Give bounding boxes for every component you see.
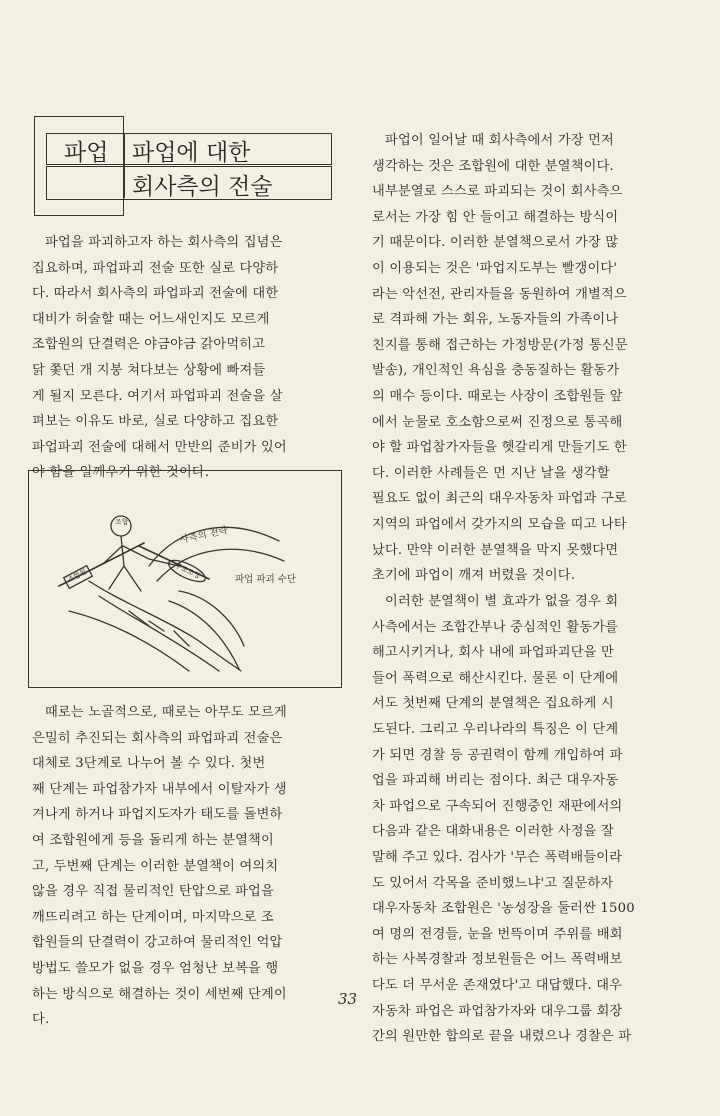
text-line: 째 단계는 파업참가자 내부에서 이탈자가 생 — [32, 781, 287, 797]
illustration-label-top: 사측의 전략 — [178, 525, 229, 546]
text-line: 말해 주고 있다. 검사가 '무슨 폭력배들이라 — [372, 849, 623, 865]
text-line: 사측에서는 조합간부나 중심적인 활동가를 — [372, 619, 619, 635]
text-line: 이러한 분열책이 별 효과가 없을 경우 회 — [385, 594, 619, 609]
text-line: 해고시키거나, 회사 내에 파업파괴단을 만 — [372, 645, 614, 661]
text-line: 합원들의 단결력이 강고하여 물리적인 억압 — [32, 935, 283, 951]
text-line: 은밀히 추진되는 회사측의 파업파괴 전술은 — [32, 730, 283, 746]
text-line: 친지를 통해 접근하는 가정방문(가정 통신문 — [372, 337, 628, 353]
text-line: 대체로 3단계로 나누어 볼 수 있다. 첫번 — [32, 756, 266, 772]
text-line: 로서는 가장 힘 안 들이고 해결하는 방식이 — [372, 209, 619, 225]
text-line: 깨뜨리려고 하는 단계이며, 마지막으로 조 — [32, 909, 274, 925]
text-line: 펴보는 이유도 바로, 실로 다양하고 집요한 — [32, 414, 279, 430]
text-line: 여 조합원에게 등을 돌리게 하는 분열책이 — [32, 832, 274, 848]
text-line: 닭 쫓던 개 지붕 쳐다보는 상황에 빠져들 — [32, 362, 266, 378]
text-line: 파업파괴 전술에 대해서 만반의 준비가 있어 — [32, 439, 287, 455]
text-line: 지역의 파업에서 갖가지의 모습을 띠고 나타 — [372, 516, 627, 532]
title-line2: 회사측의 전술 — [132, 174, 273, 200]
text-line: 대비가 허술할 때는 어느새인지도 모르게 — [32, 311, 270, 327]
text-line: 다음과 같은 대화내용은 이러한 사정을 잘 — [372, 824, 614, 840]
text-line: 간의 원만한 합의로 끝을 내렸으나 경찰은 파 — [372, 1029, 632, 1045]
title-tag: 파업 — [64, 140, 109, 166]
text-line: 내부분열로 스스로 파괴되는 것이 회사측으 — [372, 184, 623, 200]
title-line1: 파업에 대한 — [132, 140, 251, 166]
figure-head-label: 조합 — [115, 518, 129, 526]
text-line: 게 될지 모른다. 여기서 파업파괴 전술을 살 — [32, 388, 283, 404]
right-paragraph-1 — [372, 128, 684, 589]
text-line: 파업을 파괴하고자 하는 회사측의 집념은 — [45, 235, 283, 250]
text-line: 않을 경우 직접 물리적인 탄압으로 파업을 — [32, 884, 274, 900]
figure-arm-left — [89, 546, 122, 571]
text-line: 서도 첫번째 단계의 분열책은 집요하게 시 — [372, 696, 614, 712]
text-line: 생각하는 것은 조합원에 대한 분열책이다. — [372, 158, 614, 174]
text-line: 초기에 파업이 깨져 버렸을 것이다. — [372, 568, 576, 584]
text-line: 여 명의 전경들, 눈을 번뜩이며 주위를 배회 — [372, 926, 623, 942]
text-line: 이 이용되는 것은 '파업지도부는 빨갱이다' — [372, 260, 618, 276]
text-line: 발송), 개인적인 욕심을 충동질하는 활동가 — [372, 363, 620, 379]
text-line: 방법도 쓸모가 없을 경우 엄청난 보복을 행 — [32, 960, 279, 976]
figure-body — [109, 536, 124, 589]
text-line: 다도 더 무서운 존재였다'고 대답했다. 대우 — [372, 977, 623, 993]
text-line: 대우자동차 조합원은 '농성장을 둘러싼 1500 — [372, 901, 635, 917]
text-line: 조합원의 단결력은 야금야금 갉아먹히고 — [32, 337, 266, 353]
text-line: 라는 악선전, 관리자들을 동원하여 개별적으 — [372, 286, 627, 302]
illustration-label-right: 파업 파괴 수단 — [235, 574, 297, 585]
text-line: 고, 두번째 단계는 이러한 분열책이 여의치 — [32, 858, 279, 874]
text-line: 다. 따라서 회사측의 파업파괴 전술에 대한 — [32, 286, 279, 302]
text-line: 겨나게 하거나 파업지도자가 태도를 돌변하 — [32, 807, 283, 823]
text-line: 하는 방식으로 해결하는 것이 세번째 단계이 — [32, 986, 287, 1002]
text-line: 도 있어서 각목을 준비했느냐'고 질문하자 — [372, 875, 614, 891]
text-line: 필요도 없이 최근의 대우자동차 파업과 구로 — [372, 491, 627, 507]
text-line: 들어 폭력으로 해산시킨다. 물론 이 단계에 — [372, 670, 619, 686]
text-line: 가 되면 경찰 등 공권력이 함께 개입하여 파 — [372, 747, 623, 763]
text-line: 다. 이러한 사례들은 먼 지난 날을 생각할 — [372, 465, 610, 481]
left-paragraph-2 — [32, 700, 338, 1033]
text-line: 났다. 만약 이러한 분열책을 막지 못했다면 — [372, 542, 619, 558]
text-line: 도된다. 그리고 우리나라의 특징은 이 단계 — [372, 721, 619, 737]
text-line: 기 때문이다. 이러한 분열책으로서 가장 많 — [372, 235, 619, 251]
page-number: 33 — [338, 990, 358, 1008]
text-line: 의 매수 등이다. 때로는 사장이 조합원들 앞 — [372, 388, 623, 404]
text-line: 파업이 일어날 때 회사측에서 가장 먼저 — [385, 133, 614, 148]
text-line: 야 할 파업참가자들을 헷갈리게 만들기도 한 — [372, 440, 627, 456]
illustration-sign-right: 구조조정 — [173, 561, 202, 581]
right-paragraph-2 — [372, 589, 684, 1050]
text-line: 다. — [32, 1012, 50, 1028]
text-line: 집요하며, 파업파괴 전술 또한 실로 다양하 — [32, 260, 279, 276]
illustration-sign-left: 조합원 — [66, 567, 88, 585]
text-line: 업을 파괴해 버리는 점이다. 최근 대우자동 — [372, 773, 619, 789]
text-line: 야 함을 일깨우기 위한 것이다. — [32, 465, 210, 481]
text-line: 차 파업으로 구속되어 진행중인 재판에서의 — [372, 798, 623, 814]
left-paragraph-1 — [32, 230, 338, 486]
text-line: 로 격파해 가는 회유, 노동자들의 가족이나 — [372, 312, 619, 328]
text-line: 에서 눈물로 호소함으로써 진정으로 통곡해 — [372, 414, 623, 430]
text-line: 자동차 파업은 파업참가자와 대우그룹 회장 — [372, 1003, 623, 1019]
text-line: 때로는 노골적으로, 때로는 아무도 모르게 — [45, 705, 287, 720]
text-line: 하는 사복경찰과 정보원들은 어느 폭력배보 — [372, 952, 623, 968]
title-divider — [124, 133, 125, 198]
cartoon-illustration — [28, 470, 342, 688]
